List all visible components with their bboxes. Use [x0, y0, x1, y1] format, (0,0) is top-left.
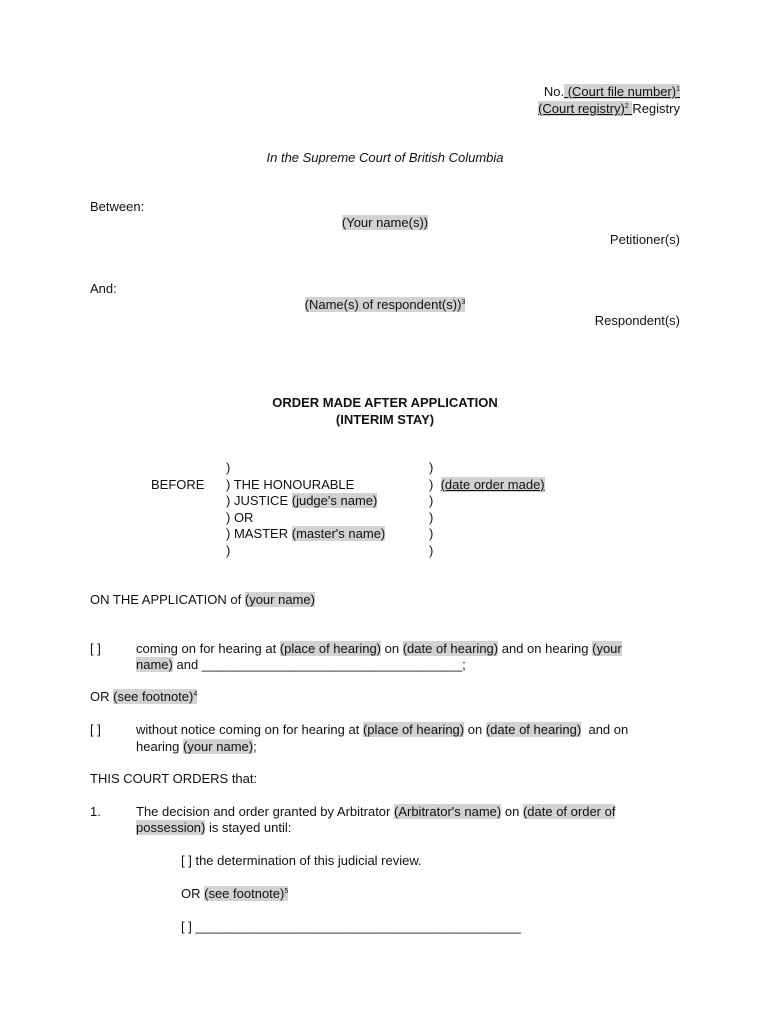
right-paren-5: ) — [429, 526, 434, 541]
option2-line2: hearing (your name); — [136, 739, 257, 754]
right-paren-6: ) — [429, 543, 434, 558]
date-order-line: ) (date order made) — [429, 477, 545, 492]
before-paren-bottom: ) — [226, 543, 231, 558]
or-line: ) OR — [226, 510, 254, 525]
and-label: And: — [90, 281, 117, 296]
option1-line1: coming on for hearing at (place of hearing) on (date of hearing) and on hearing (your — [136, 641, 622, 656]
court-file-number-field: (Court file number)$^1$ — [564, 84, 680, 99]
honourable-line: ) THE HONOURABLE — [226, 477, 355, 492]
petitioner-role: Petitioner(s) — [609, 232, 680, 247]
respondent-role: Respondent(s) — [594, 313, 680, 328]
registry-word: Registry — [632, 101, 680, 116]
court-registry-line — [538, 101, 680, 117]
item1-line2: possession) is stayed until: — [136, 820, 292, 835]
judge-name-field: (judge's name) — [291, 493, 378, 508]
item1-line1: The decision and order granted by Arbitrator (Arbitrator's name) on (date of order of — [136, 804, 616, 819]
order-title-line1: ORDER MADE AFTER APPLICATION — [272, 395, 498, 410]
item1-number: 1. — [90, 804, 101, 819]
sub2-line: [ ] _____________________________________________ — [181, 919, 521, 934]
or-footnote-5: OR (see footnote)$^5$ — [181, 886, 289, 901]
sub1-line: [ ] the determination of this judicial review. — [181, 853, 422, 868]
master-line: ) MASTER (master's name) — [226, 526, 386, 541]
court-registry-field: (Court registry)$^2$ — [538, 101, 632, 116]
court-orders-heading: THIS COURT ORDERS that: — [90, 771, 258, 786]
application-line: ON THE APPLICATION of (your name) — [90, 592, 315, 607]
master-name-field: (master's name) — [291, 526, 386, 541]
petitioner-name: (Your name(s)) — [341, 215, 429, 230]
between-label: Between: — [90, 199, 145, 214]
or-footnote-4: OR (see footnote)$^4$ — [90, 689, 198, 704]
date-order-made-field: (date order made) — [440, 477, 545, 492]
order-title-line2: (INTERIM STAY) — [335, 412, 435, 427]
respondent-name: (Name(s) of respondent(s))$^3$ — [304, 297, 466, 312]
right-paren-3: ) — [429, 493, 434, 508]
option2-checkbox: [ ] — [90, 722, 101, 737]
before-paren-top: ) — [226, 460, 231, 475]
option2-line1: without notice coming on for hearing at (place of hearing) on (date of hearing) and on — [136, 722, 629, 737]
right-paren-4: ) — [429, 510, 434, 525]
court-name: In the Supreme Court of British Columbia — [266, 150, 504, 165]
no-label: No. — [543, 84, 565, 99]
justice-line: ) JUSTICE (judge's name) — [226, 493, 378, 508]
option1-line2: name) and ____________________________________; — [136, 657, 466, 672]
court-file-line — [544, 84, 680, 100]
applicant-name-field: (your name) — [244, 592, 315, 607]
before-label: BEFORE — [151, 477, 205, 492]
option1-checkbox: [ ] — [90, 641, 101, 656]
right-paren-1: ) — [429, 460, 434, 475]
